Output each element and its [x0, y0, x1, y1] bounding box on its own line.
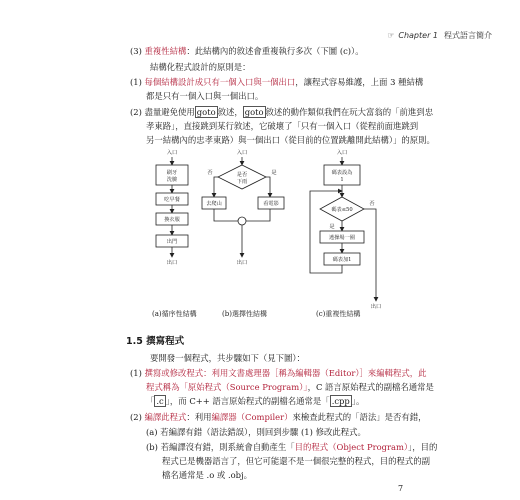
sub-b-line2: 程式已是機器語言了，但它可能還不是一個很完整的程式，目的程式的副 — [162, 456, 430, 466]
rule-2-line3: 另一結構內的忠孝東路）與一個出口（從目前的位置跳離開此結構）」的原則。 — [146, 135, 435, 145]
sub-number: (b) — [146, 442, 158, 452]
step-highlight: 編譯器（Compiler） — [211, 412, 293, 422]
step-text: ，C 語言原始程式的副檔名通常是 — [307, 382, 434, 392]
item-term: 重複性結構 — [144, 46, 187, 56]
seq-box-4-label: 出門 — [166, 239, 178, 245]
seq-box-1-line2: 洗臉 — [166, 177, 178, 183]
write-intro: 要開發一個程式，共步驟如下（見下圖）： — [150, 353, 305, 363]
select-entry: 入口 — [236, 150, 248, 156]
item-number: (3) — [130, 46, 142, 56]
select-yes-label: 是 — [271, 170, 277, 176]
caption-b: (b)選擇性結構 — [222, 310, 267, 318]
sub-highlight: 目的程式（Object Program） — [294, 442, 409, 452]
sub-text: 若編譯沒有錯，則系統會自動產生「 — [160, 442, 295, 452]
rule-2-line2: 孝東路」，直接跳到某行敘述，它破壞了「只有一個入口（從程前面進跳到 — [146, 121, 419, 131]
sub-b-line3: 檔名通常是 .o 或 .obj。 — [162, 470, 252, 480]
hand-pointing-icon: ☞ — [387, 31, 395, 40]
select-merge — [238, 217, 246, 225]
caption-a: (a)循序性結構 — [152, 310, 197, 318]
step-highlight: 撰寫或修改程式：利用文書處理器［稱為編輯器（Editor）］來編輯程式，此 — [144, 368, 427, 378]
step-number: (1) — [130, 368, 142, 378]
sub-b — [146, 440, 437, 454]
ext-c: .c — [156, 396, 164, 406]
loop-body-label: 遶操場一圈 — [329, 235, 355, 241]
section-heading — [126, 333, 184, 347]
step-text: 來檢查此程式的「語法」是否有錯， — [292, 412, 427, 422]
loop-init-line2: 1 — [340, 177, 344, 183]
rule-text: 敘述， — [217, 107, 243, 117]
step-2 — [130, 410, 427, 424]
chapter-label: Chapter 1 — [398, 31, 438, 40]
step-1 — [130, 366, 427, 380]
select-decision-line1: 是否 — [236, 172, 248, 178]
rule-text: 盡量避免使用 — [144, 107, 195, 117]
goto-keyword: goto — [244, 107, 264, 117]
rule-text: 敘述的動作類似我們在玩大富翁的「前進到忠 — [265, 107, 434, 117]
loop-exit: 出口 — [370, 304, 382, 310]
step-number: (2) — [130, 412, 142, 422]
select-no-label: 否 — [207, 170, 213, 176]
flowchart-figure — [120, 145, 420, 325]
section-number: 1.5 — [126, 336, 143, 347]
ext-cpp: .cpp — [331, 396, 350, 406]
loop-decision-label: 碼表≤50 — [331, 207, 353, 213]
seq-entry: 入口 — [166, 150, 178, 156]
rule-number: (2) — [130, 107, 142, 117]
step-text: ：利用 — [186, 412, 212, 422]
seq-box-2-label: 吃早餐 — [164, 197, 180, 203]
loop-yes-label: 是 — [329, 224, 335, 230]
rule-highlight: 每個結構設計成只有一個入口與一個出口 — [144, 77, 296, 87]
goto-keyword: goto — [196, 107, 216, 117]
loop-entry: 入口 — [336, 150, 348, 156]
rule-1 — [130, 75, 423, 89]
running-header — [387, 30, 492, 41]
chapter-title: 程式語言簡介 — [444, 31, 492, 40]
seq-box-1-line1: 刷牙 — [166, 170, 178, 176]
select-right-label: 看電影 — [263, 201, 279, 207]
seq-box-3-label: 換衣服 — [164, 217, 180, 223]
item-3 — [130, 44, 364, 58]
step-highlight: 編譯此程式 — [144, 412, 187, 422]
seq-exit: 出口 — [166, 260, 178, 266]
page-number: 7 — [398, 484, 404, 493]
select-left-label: 去爬山 — [206, 201, 222, 207]
step-1-line3 — [146, 394, 364, 408]
loop-init-line1: 碼表設為 — [331, 170, 353, 176]
select-decision-line2: 下雨 — [236, 179, 248, 185]
loop-update-label: 碼表加1 — [332, 257, 352, 263]
rule-number: (1) — [130, 77, 142, 87]
item-text: ：此結構內的敘述會重複執行多次（下圖 (c)）。 — [186, 46, 364, 56]
sub-text: 若編譯有錯（語法錯誤），則回到步驟 (1) 修改此程式。 — [160, 427, 366, 437]
quote-open: 「 — [146, 396, 155, 406]
rule-1-line2: 都是只有一個入口與一個出口。 — [146, 91, 264, 101]
step-1-line2 — [146, 380, 434, 394]
step-text: 」，而 C++ 語言原始程式的副檔名通常是「 — [165, 396, 330, 406]
caption-c: (c)重複性結構 — [316, 310, 361, 318]
section-title: 撰寫程式 — [146, 336, 185, 347]
sub-text: 」，目的 — [408, 442, 438, 452]
quote-close: 」。 — [351, 396, 365, 406]
step-highlight: 程式稱為「原始程式（Source Program）」 — [146, 382, 308, 392]
sub-number: (a) — [146, 427, 158, 437]
principles-intro: 結構化程式設計的原則是： — [150, 62, 251, 72]
sub-a — [146, 425, 366, 439]
select-exit: 出口 — [236, 260, 248, 266]
rule-text: ，讓程式容易維護，上面 3 種結構 — [295, 77, 424, 87]
loop-no-label: 否 — [369, 201, 375, 207]
rule-2 — [130, 105, 433, 119]
